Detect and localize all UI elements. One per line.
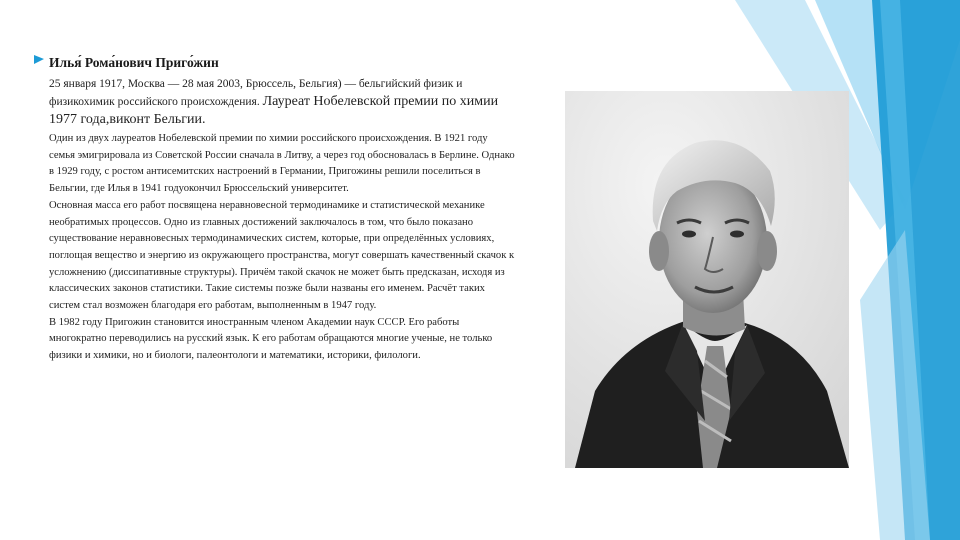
portrait-photo — [565, 91, 849, 468]
lead-paragraph — [49, 76, 519, 129]
paragraph-early-life: Один из двух лауреатов Нобелевской премии по химии российского происхождения. В 1921 году семья эмигрировала из Советской России сначала в Литву, а через год обосновалась в Берлине. Однако в 1929 году, с ростом антисемитских настроений в Германии, Пригожины решили поселиться в Бельгии, где Илья в 1941 годуокончил Брюссельский университет. — [49, 133, 515, 195]
slide-title: Илья́ Рома́нович Приго́жин — [49, 55, 219, 70]
lead-laureate-text: Лауреат Нобелевской премии по химии 1977 года,виконт Бельгии. — [49, 94, 499, 127]
arrow-bullet-icon — [34, 55, 44, 64]
lead-dates-text: 25 января 1917, Москва — 28 мая 2003, Брюссель, Бельгия) — бельгийский физик и физикохимик российского происхождения. — [49, 78, 463, 108]
paragraph-academy: В 1982 году Пригожин становится иностранным членом Академии наук СССР. Его работы многократно переводились на русский язык. К его работам обращаются многие ученые, не только физики и химики, но и биологи, палеонтологи и математики, историки, филологи. — [49, 316, 493, 362]
biography-text — [49, 131, 515, 365]
paragraph-research: Основная масса его работ посвящена неравновесной термодинамике и статистической механике необратимых процессов. Одно из главных достижений заключалось в том, что было показано существование неравновесных термодинамических систем, которые, при определённых условиях, поглощая вещество и энергию из окружающего пространства, могут совершать качественный скачок к усложнению (диссипативные структуры). Причём такой скачок не может быть предсказан, исходя из классических законов статистики. Такие системы позже были названы его именем. Расчёт таких систем стал возможен благодаря его работам, выполненным в 1947 году. — [49, 199, 515, 312]
